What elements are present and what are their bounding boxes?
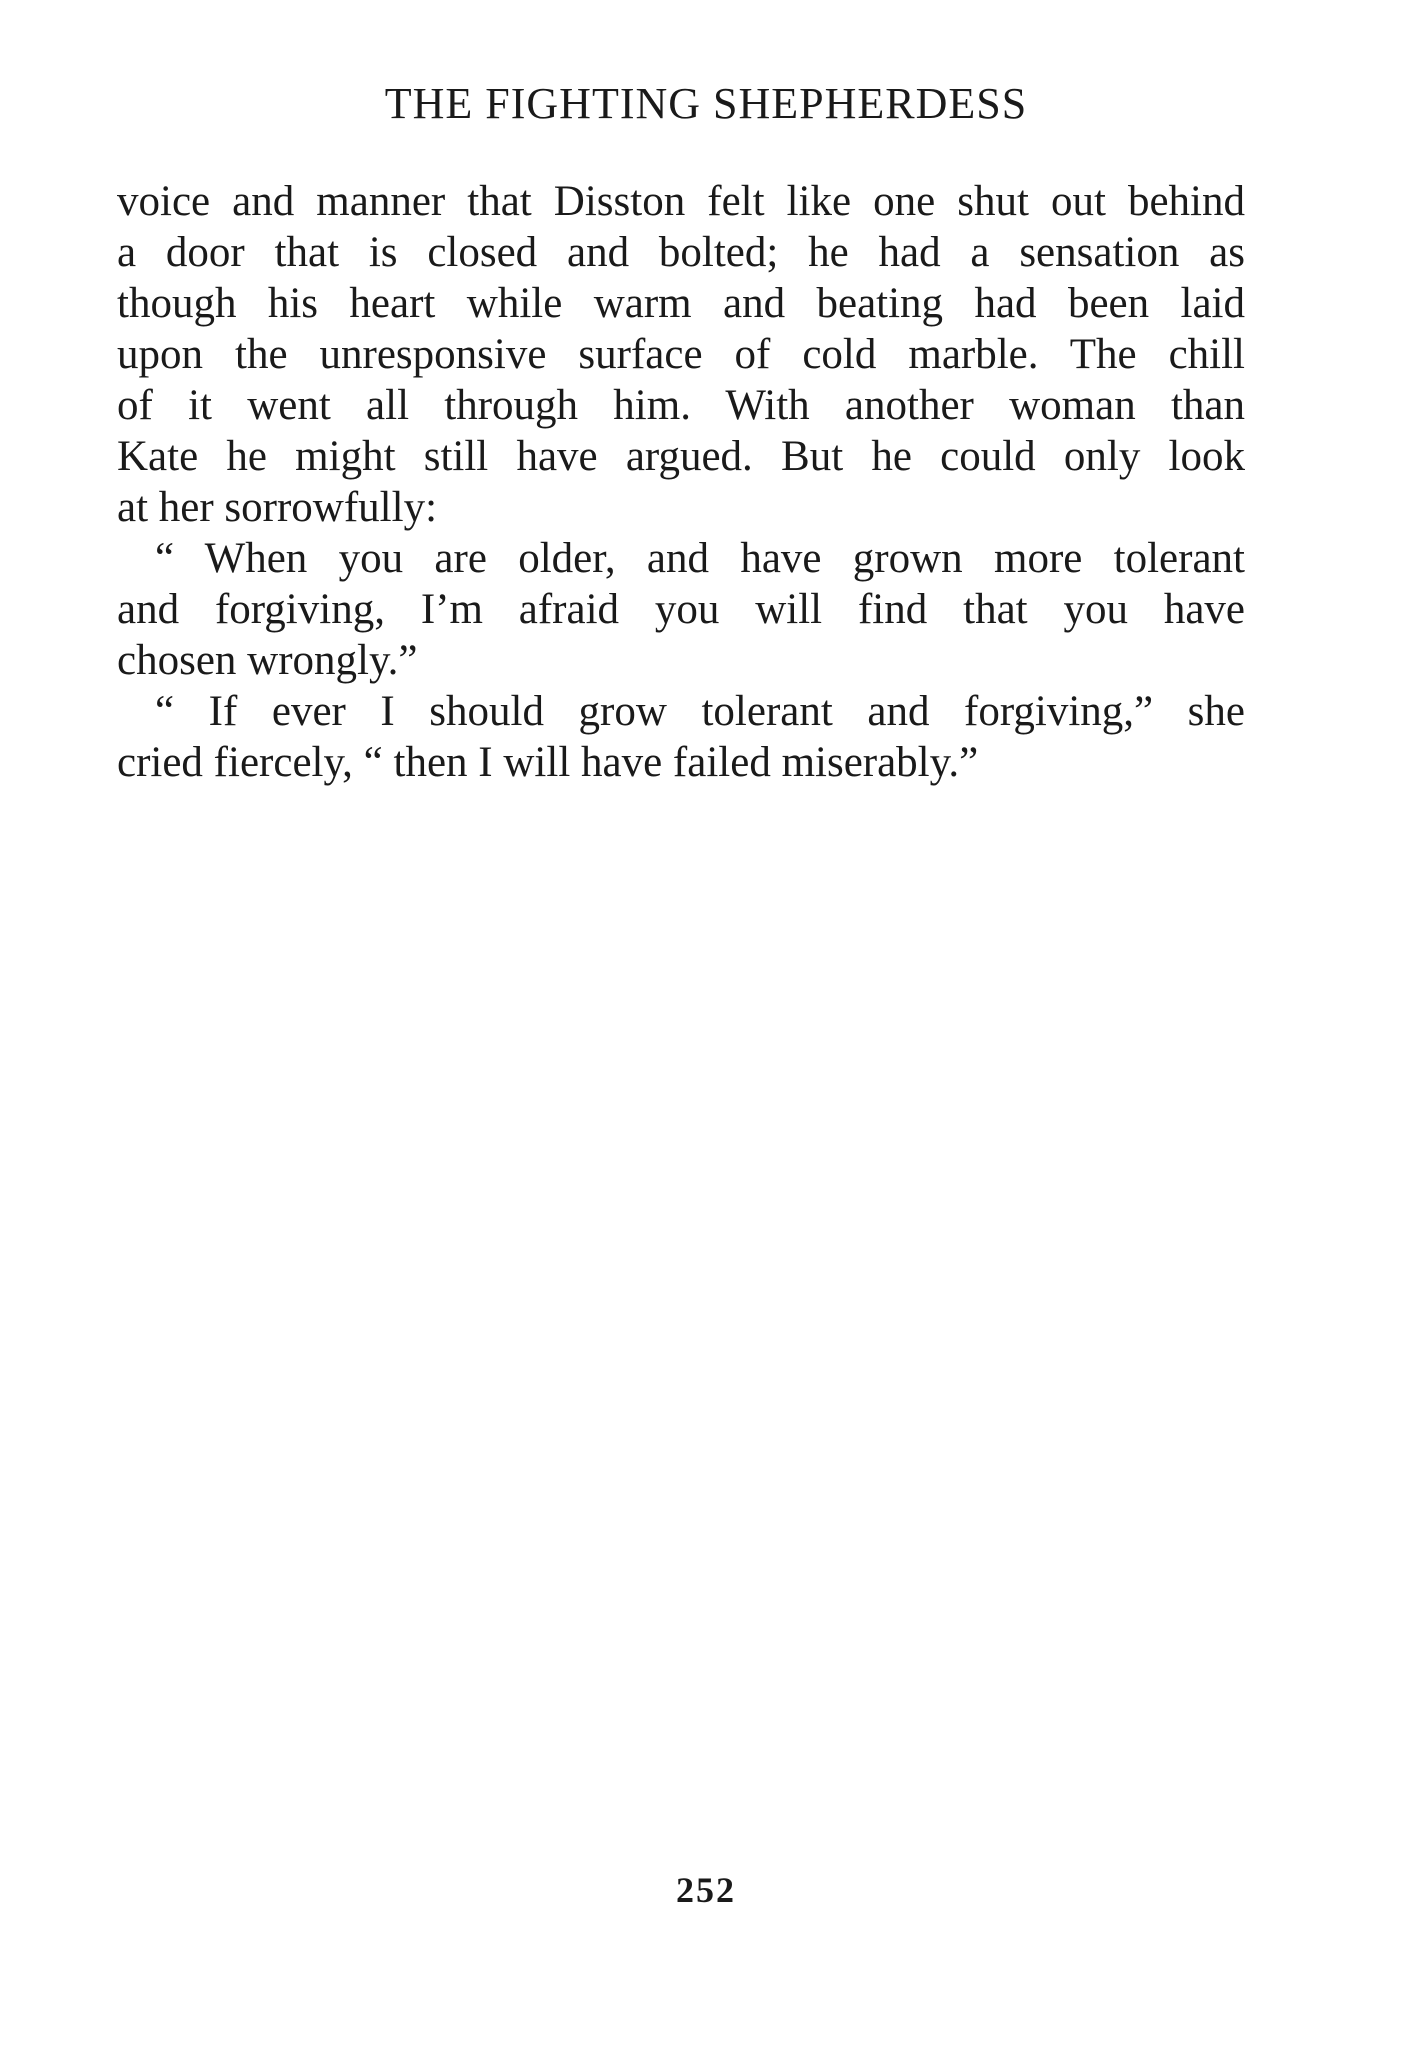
text-line: upon the unresponsive surface of cold marble. The chill <box>117 331 1245 378</box>
text-line: “ If ever I should grow tolerant and forgiving,” she <box>155 688 1245 735</box>
text-line: of it went all through him. With another woman than <box>117 382 1245 429</box>
text-line: at her sorrowfully: <box>117 484 438 531</box>
text-line: “ When you are older, and have grown more tolerant <box>155 535 1245 582</box>
text-line: and forgiving, I’m afraid you will find that you have <box>117 586 1245 633</box>
page-number: 252 <box>676 1870 736 1910</box>
text-line: a door that is closed and bolted; he had a sensation as <box>117 229 1245 276</box>
text-line: Kate he might still have argued. But he could only look <box>117 433 1245 480</box>
text-line: voice and manner that Disston felt like one shut out behind <box>117 178 1245 225</box>
text-line: chosen wrongly.” <box>117 637 418 684</box>
text-line: though his heart while warm and beating had been laid <box>117 280 1245 327</box>
running-head: THE FIGHTING SHEPHERDESS <box>384 79 1028 128</box>
text-line: cried fiercely, “ then I will have failed miserably.” <box>117 739 979 786</box>
body-text <box>117 176 1245 788</box>
